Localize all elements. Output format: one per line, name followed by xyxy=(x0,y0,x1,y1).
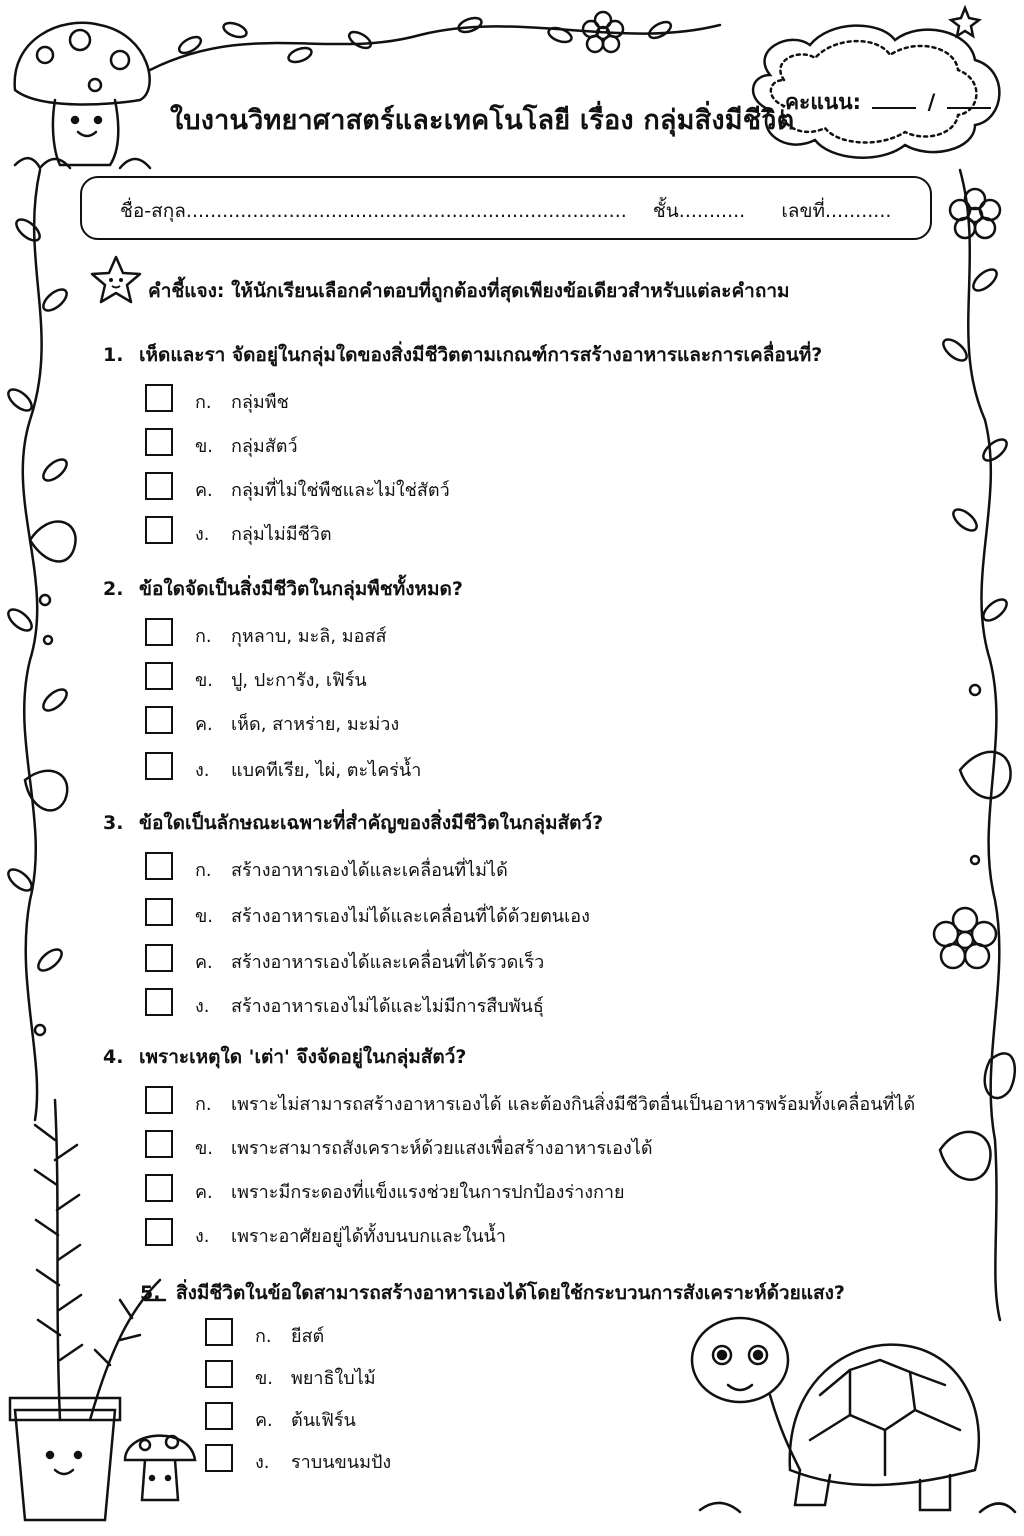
option-text: สร้างอาหารเองได้และเคลื่อนที่ได้รวดเร็ว xyxy=(231,952,545,973)
worksheet-title: ใบงานวิทยาศาสตร์และเทคโนโลยี เรื่อง กลุ่มสิ่งมีชีวิต xyxy=(170,105,795,136)
question-text: ข้อใดเป็นลักษณะเฉพาะที่สำคัญของสิ่งมีชีวิตในกลุ่มสัตว์? xyxy=(139,812,604,834)
question-number: 5. xyxy=(140,1282,161,1304)
number-field[interactable]: เลขที่........... xyxy=(781,200,892,222)
answer-checkbox[interactable] xyxy=(205,1318,233,1346)
question-3 xyxy=(103,808,603,838)
option-label: ก. xyxy=(195,860,212,881)
answer-checkbox[interactable] xyxy=(145,662,173,690)
answer-checkbox[interactable] xyxy=(205,1402,233,1430)
answer-checkbox[interactable] xyxy=(145,516,173,544)
answer-checkbox[interactable] xyxy=(145,384,173,412)
option-text: พยาธิใบไม้ xyxy=(291,1368,376,1389)
option-text: สร้างอาหารเองได้และเคลื่อนที่ไม่ได้ xyxy=(231,860,508,881)
option-label: ข. xyxy=(195,436,214,457)
answer-checkbox[interactable] xyxy=(145,1130,173,1158)
option-label: ข. xyxy=(195,906,214,927)
option-label: ค. xyxy=(255,1410,273,1431)
option-label: ง. xyxy=(195,996,210,1017)
question-number: 3. xyxy=(103,812,124,834)
question-text: เห็ดและรา จัดอยู่ในกลุ่มใดของสิ่งมีชีวิตตามเกณฑ์การสร้างอาหารและการเคลื่อนที่? xyxy=(139,344,823,366)
question-text: เพราะเหตุใด 'เต่า' จึงจัดอยู่ในกลุ่มสัตว์? xyxy=(139,1046,467,1068)
option-text: สร้างอาหารเองไม่ได้และไม่มีการสืบพันธุ์ xyxy=(231,996,544,1017)
option-label: ก. xyxy=(195,1094,212,1115)
answer-checkbox[interactable] xyxy=(145,752,173,780)
option-label: ค. xyxy=(195,952,213,973)
question-text: ข้อใดจัดเป็นสิ่งมีชีวิตในกลุ่มพืชทั้งหมด? xyxy=(139,578,463,600)
option-label: ค. xyxy=(195,1182,213,1203)
score-label: คะแนน: xyxy=(785,90,861,114)
option-label: ค. xyxy=(195,714,213,735)
answer-checkbox[interactable] xyxy=(145,1086,173,1114)
option-text: กลุ่มไม่มีชีวิต xyxy=(231,524,332,545)
option-text: เพราะมีกระดองที่แข็งแรงช่วยในการปกป้องร่างกาย xyxy=(231,1182,625,1203)
option-text: กลุ่มสัตว์ xyxy=(231,436,298,457)
answer-checkbox[interactable] xyxy=(145,1174,173,1202)
instruction-text: คำชี้แจง: ให้นักเรียนเลือกคำตอบที่ถูกต้องที่สุดเพียงข้อเดียวสำหรับแต่ละคำถาม xyxy=(148,280,790,302)
answer-checkbox[interactable] xyxy=(145,988,173,1016)
answer-checkbox[interactable] xyxy=(145,472,173,500)
option-label: ก. xyxy=(195,392,212,413)
score-total-blank[interactable] xyxy=(947,89,991,109)
answer-checkbox[interactable] xyxy=(145,428,173,456)
option-text: ปู, ปะการัง, เฟิร์น xyxy=(231,670,367,691)
option-text: แบคทีเรีย, ไผ่, ตะไคร่น้ำ xyxy=(231,760,422,781)
answer-checkbox[interactable] xyxy=(205,1444,233,1472)
option-text: กลุ่มพืช xyxy=(231,392,289,413)
option-text: เพราะไม่สามารถสร้างอาหารเองได้ และต้องกินสิ่งมีชีวิตอื่นเป็นอาหารพร้อมทั้งเคลื่อนที่ได้ xyxy=(231,1094,916,1115)
question-4 xyxy=(103,1042,466,1072)
option-text: ยีสต์ xyxy=(291,1326,325,1347)
star-icon xyxy=(88,254,144,308)
answer-checkbox[interactable] xyxy=(145,1218,173,1246)
student-info-box xyxy=(80,176,932,240)
option-label: ข. xyxy=(195,1138,214,1159)
option-text: สร้างอาหารเองไม่ได้และเคลื่อนที่ได้ด้วยตนเอง xyxy=(231,906,590,927)
class-field[interactable]: ชั้น........... xyxy=(652,200,746,222)
option-label: ข. xyxy=(195,670,214,691)
option-text: เห็ด, สาหร่าย, มะม่วง xyxy=(231,714,400,735)
option-text: กลุ่มที่ไม่ใช่พืชและไม่ใช่สัตว์ xyxy=(231,480,450,501)
option-label: ข. xyxy=(255,1368,274,1389)
option-label: ง. xyxy=(255,1452,270,1473)
question-1 xyxy=(103,340,822,370)
answer-checkbox[interactable] xyxy=(145,944,173,972)
question-text: สิ่งมีชีวิตในข้อใดสามารถสร้างอาหารเองได้โดยใช้กระบวนการสังเคราะห์ด้วยแสง? xyxy=(176,1282,845,1304)
option-label: ค. xyxy=(195,480,213,501)
question-5 xyxy=(140,1278,845,1308)
option-label: ก. xyxy=(255,1326,272,1347)
option-label: ง. xyxy=(195,760,210,781)
answer-checkbox[interactable] xyxy=(145,852,173,880)
question-number: 2. xyxy=(103,578,124,600)
option-text: ต้นเฟิร์น xyxy=(291,1410,356,1431)
option-text: เพราะอาศัยอยู่ได้ทั้งบนบกและในน้ำ xyxy=(231,1226,506,1247)
option-label: ก. xyxy=(195,626,212,647)
option-text: กุหลาบ, มะลิ, มอสส์ xyxy=(231,626,387,647)
answer-checkbox[interactable] xyxy=(145,706,173,734)
answer-checkbox[interactable] xyxy=(145,898,173,926)
name-field[interactable]: ชื่อ-สกุล......................................................................... xyxy=(120,200,627,222)
option-label: ง. xyxy=(195,524,210,545)
question-number: 1. xyxy=(103,344,124,366)
question-2 xyxy=(103,574,463,604)
answer-checkbox[interactable] xyxy=(145,618,173,646)
score-blank[interactable] xyxy=(872,89,916,109)
option-text: เพราะสามารถสังเคราะห์ด้วยแสงเพื่อสร้างอาหารเองได้ xyxy=(231,1138,653,1159)
score-field xyxy=(785,86,995,119)
answer-checkbox[interactable] xyxy=(205,1360,233,1388)
option-label: ง. xyxy=(195,1226,210,1247)
option-text: ราบนขนมปัง xyxy=(291,1452,392,1473)
question-number: 4. xyxy=(103,1046,124,1068)
score-separator: / xyxy=(927,90,936,114)
